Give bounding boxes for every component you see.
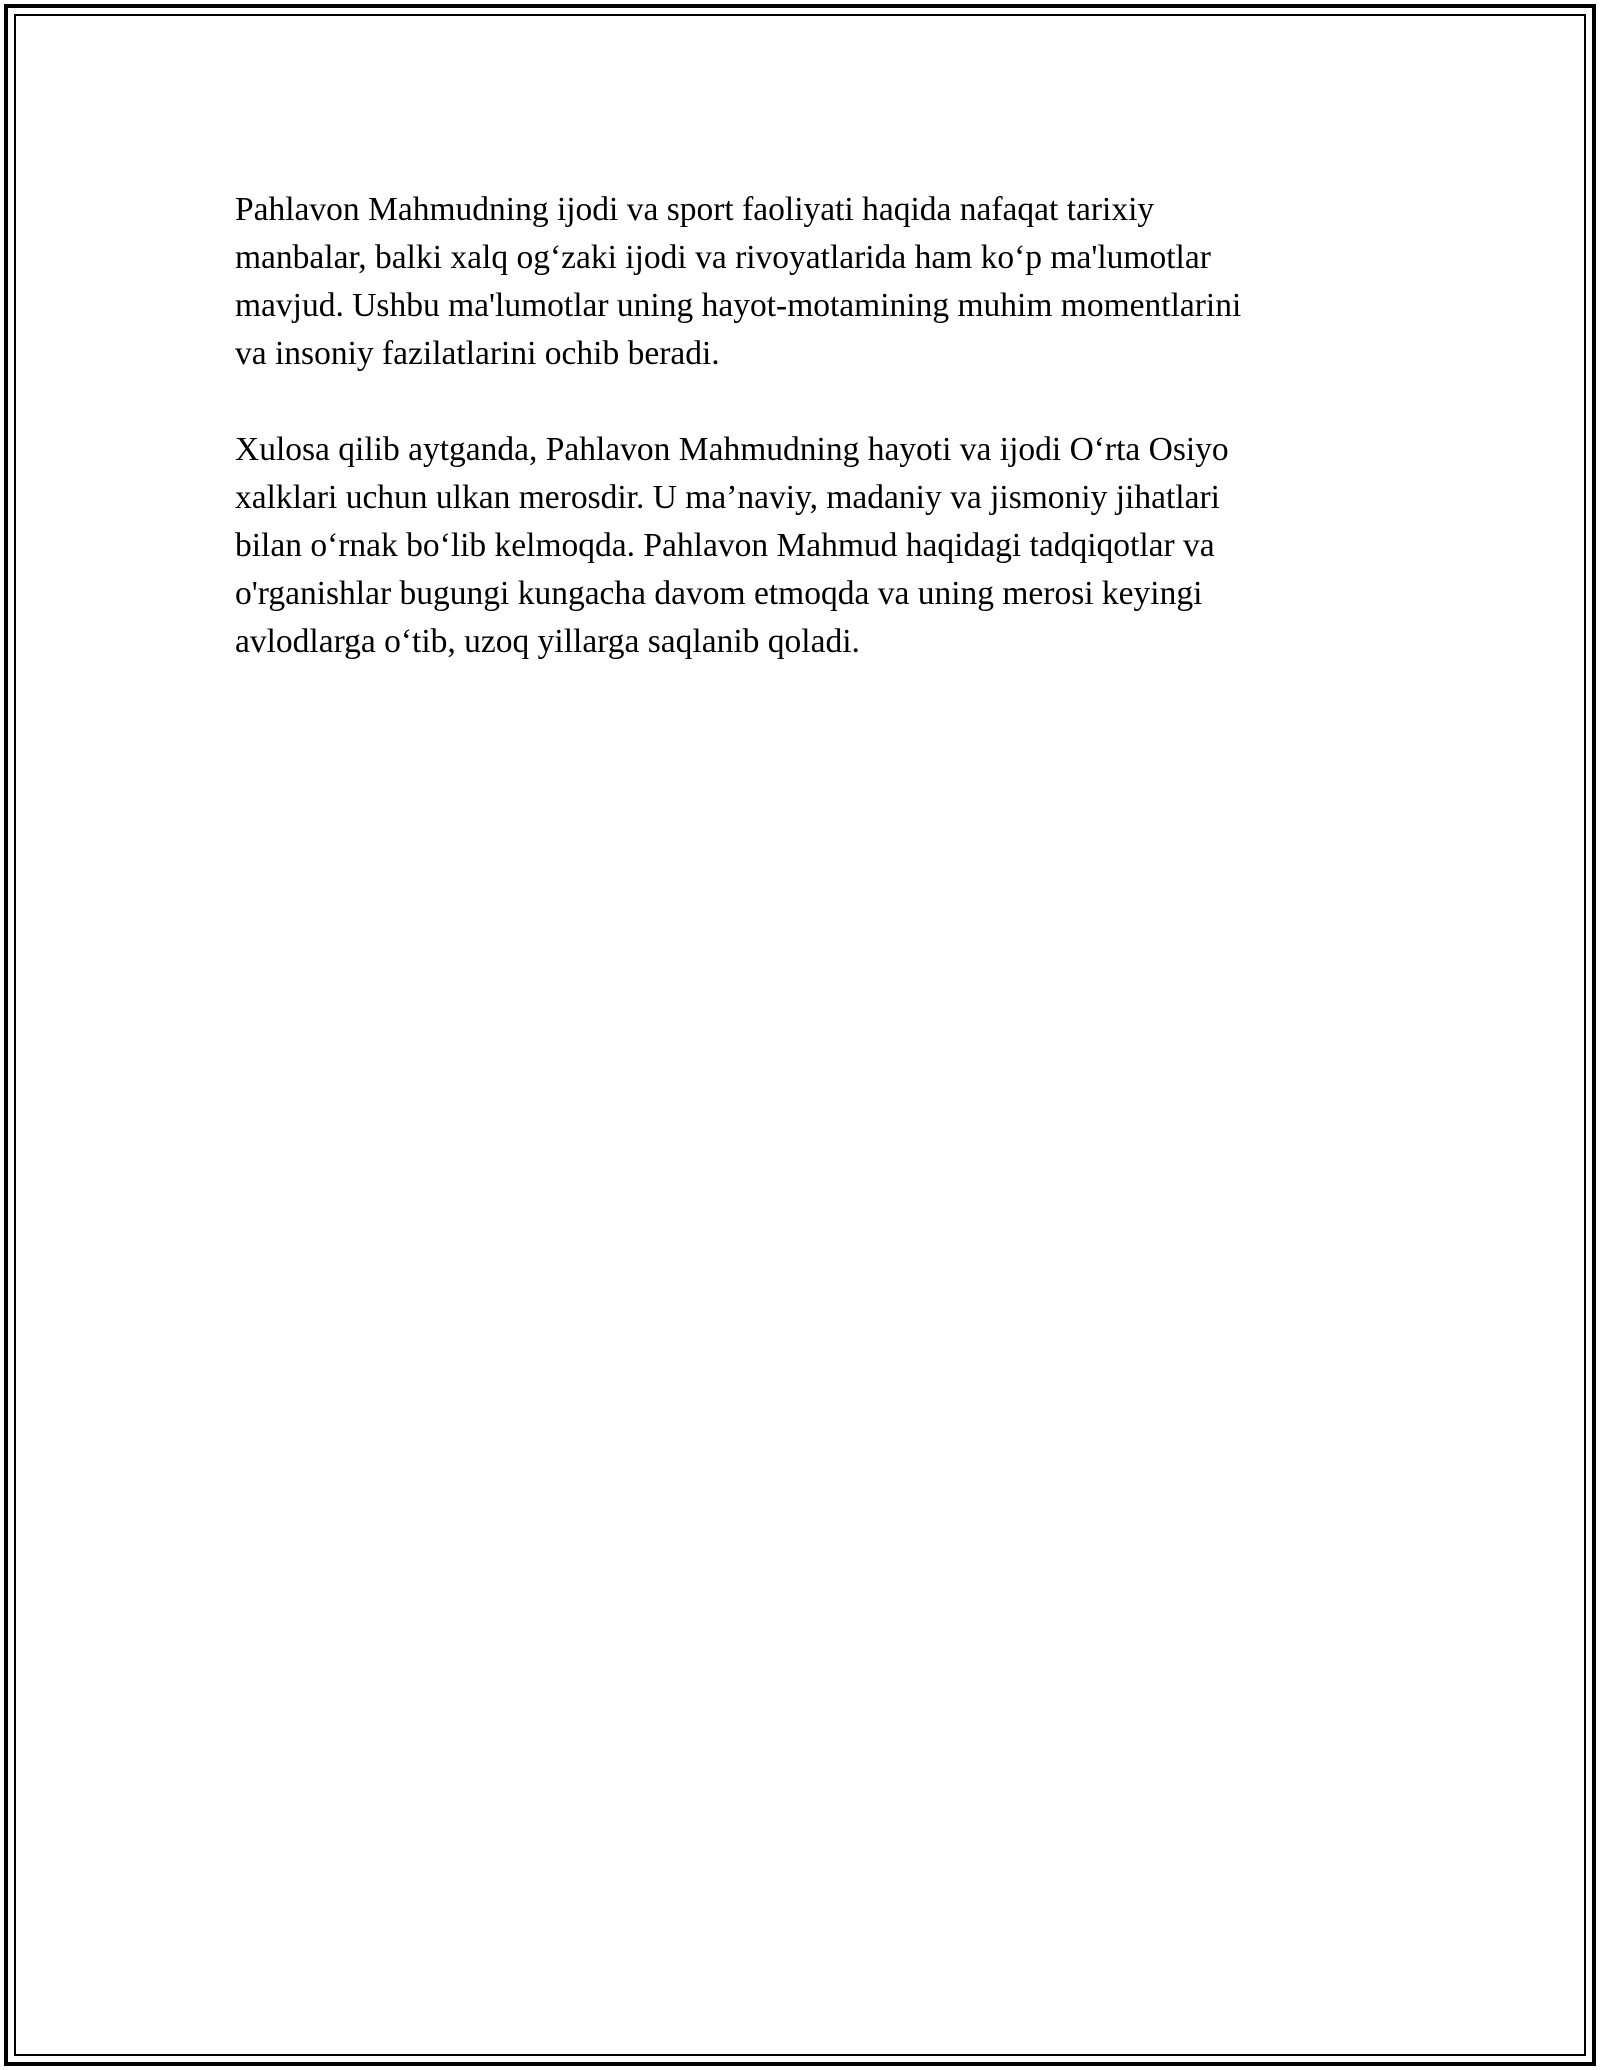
paragraph-line: Xulosa qilib aytganda, Pahlavon Mahmudning hayoti va ijodi O‘rta Osiyo <box>235 431 1229 468</box>
paragraph-1 <box>235 186 1355 378</box>
paragraph-2 <box>235 426 1355 666</box>
paragraph-line: va insoniy fazilatlarini ochib beradi. <box>235 335 720 372</box>
paragraph-line: avlodlarga o‘tib, uzoq yillarga saqlanib qoladi. <box>235 623 860 660</box>
paragraph-line: mavjud. Ushbu ma'lumotlar uning hayot-motamining muhim momentlarini <box>235 287 1242 324</box>
paragraph-line: bilan o‘rnak bo‘lib kelmoqda. Pahlavon Mahmud haqidagi tadqiqotlar va <box>235 527 1215 564</box>
paragraph-line: Pahlavon Mahmudning ijodi va sport faoliyati haqida nafaqat tarixiy <box>235 191 1155 228</box>
paragraph-line: manbalar, balki xalq og‘zaki ijodi va rivoyatlarida ham ko‘p ma'lumotlar <box>235 239 1211 276</box>
paragraph-line: o'rganishlar bugungi kungacha davom etmoqda va uning merosi keyingi <box>235 575 1203 612</box>
paragraph-line: xalklari uchun ulkan merosdir. U ma’naviy, madaniy va jismoniy jihatlari <box>235 479 1220 516</box>
document-body <box>235 186 1355 714</box>
